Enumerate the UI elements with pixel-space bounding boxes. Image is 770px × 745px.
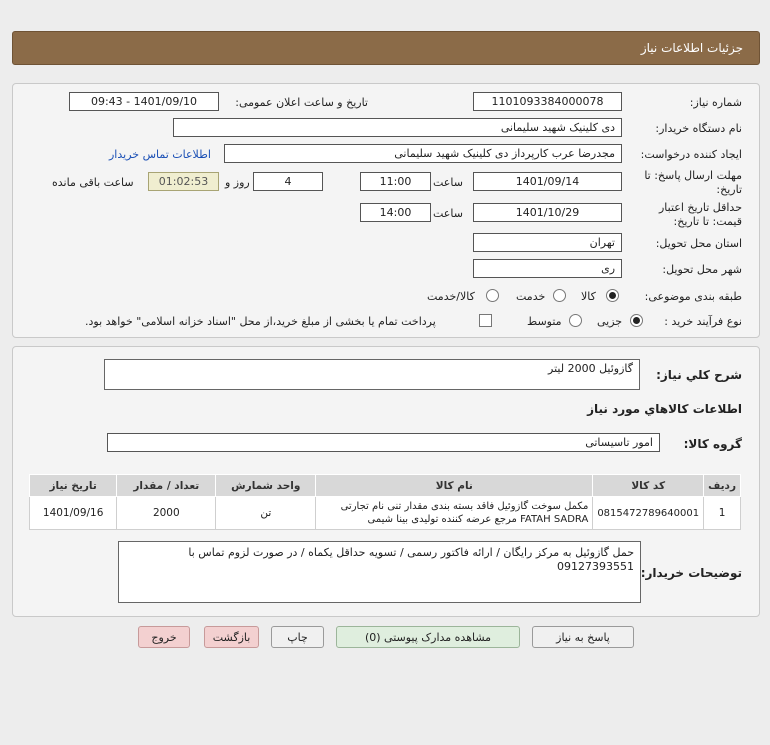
city-label: شهر محل تحویل: [662, 263, 742, 276]
category-option-service: خدمت [516, 290, 546, 303]
validity-date-field: 1401/10/29 [473, 203, 622, 222]
col-row: ردیف [704, 475, 741, 497]
goods-group-label: گروه کالا: [683, 437, 742, 451]
category-option-goods-service: کالا/خدمت [427, 290, 475, 303]
creator-field: مجدرضا عرب کارپرداز دی کلینیک شهید سلیمانی [224, 144, 622, 163]
buyer-org-label: نام دستگاه خریدار: [655, 122, 742, 135]
panel-header [12, 31, 760, 65]
col-name: نام کالا [316, 475, 593, 497]
table-row [30, 497, 741, 530]
items-table [29, 474, 741, 530]
summary-title-label: شرح کلي نياز: [656, 368, 742, 382]
process-option-medium: متوسط [527, 315, 562, 328]
validity-label-1: حداقل تاریخ اعتبار [658, 201, 742, 214]
deadline-time-label: ساعت [433, 176, 463, 189]
category-radio-service[interactable] [553, 289, 566, 302]
process-radio-minor[interactable] [630, 314, 643, 327]
days-field: 4 [253, 172, 323, 191]
exit-button[interactable]: خروج [138, 626, 190, 648]
cell-name: مکمل سوخت گازوئیل فاقد بسته بندی مقدار تنی نام تجارتی FATAH SADRA مرجع عرضه کننده تولیدی بینا شیمی [316, 497, 593, 530]
buyer-notes-label: توضیحات خریدار: [640, 566, 742, 580]
process-option-minor: جزیی [597, 315, 623, 328]
remaining-timer: 01:02:53 [148, 172, 219, 191]
announce-field: 1401/09/10 - 09:43 [69, 92, 219, 111]
province-field: تهران [473, 233, 622, 252]
treasury-note: پرداخت تمام یا بخشی از مبلغ خرید،از محل "اسناد خزانه اسلامی" خواهد بود. [85, 315, 436, 328]
deadline-label-2: تاریخ: [716, 183, 742, 196]
cell-code: 0815472789640001 [593, 497, 704, 530]
process-radio-medium[interactable] [569, 314, 582, 327]
validity-time-label: ساعت [433, 207, 463, 220]
cell-unit: تن [216, 497, 316, 530]
category-option-goods: کالا [581, 290, 596, 303]
remaining-label: ساعت باقی مانده [52, 176, 134, 189]
deadline-label-1: مهلت ارسال پاسخ: تا [644, 169, 742, 182]
treasury-checkbox[interactable] [479, 314, 492, 327]
items-table-header [30, 475, 741, 497]
cell-qty: 2000 [117, 497, 216, 530]
validity-time-field: 14:00 [360, 203, 431, 222]
province-label: استان محل تحویل: [655, 237, 742, 250]
print-button[interactable]: چاپ [271, 626, 324, 648]
category-radio-goods[interactable] [606, 289, 619, 302]
deadline-time-field: 11:00 [360, 172, 431, 191]
category-radio-goods-service[interactable] [486, 289, 499, 302]
city-field: ری [473, 259, 622, 278]
col-qty: تعداد / مقدار [117, 475, 216, 497]
need-number-field: 1101093384000078 [473, 92, 622, 111]
col-code: کد کالا [593, 475, 704, 497]
days-label: روز و [225, 176, 250, 189]
page-title: جزئیات اطلاعات نیاز [640, 41, 743, 55]
cell-row: 1 [704, 497, 741, 530]
col-unit: واحد شمارش [216, 475, 316, 497]
cell-date: 1401/09/16 [30, 497, 117, 530]
summary-title-field: گازوئیل 2000 لیتر [104, 359, 640, 390]
category-label: طبقه بندی موضوعی: [644, 290, 742, 303]
need-number-label: شماره نیاز: [689, 96, 742, 109]
col-date: تاریخ نیاز [30, 475, 117, 497]
process-label: نوع فرآیند خرید : [664, 315, 742, 328]
goods-info-heading: اطلاعات کالاهاي مورد نياز [587, 402, 742, 416]
attachments-button[interactable]: مشاهده مدارک پیوستی (0) [336, 626, 520, 648]
goods-group-field: امور تاسیساتی [107, 433, 660, 452]
buyer-notes-field: حمل گازوئیل به مرکز رایگان / ارائه فاکتور رسمی / تسویه حداقل یکماه / در صورت لزوم تماس با 09127393551 [118, 541, 641, 603]
validity-label-2: قیمت: تا تاریخ: [673, 215, 742, 228]
contact-link[interactable]: اطلاعات تماس خریدار [109, 148, 211, 161]
creator-label: ایجاد کننده درخواست: [640, 148, 742, 161]
reply-button[interactable]: پاسخ به نیاز [532, 626, 634, 648]
deadline-date-field: 1401/09/14 [473, 172, 622, 191]
buyer-org-field: دی کلینیک شهید سلیمانی [173, 118, 622, 137]
back-button[interactable]: بازگشت [204, 626, 259, 648]
announce-label: تاریخ و ساعت اعلان عمومی: [235, 96, 368, 109]
